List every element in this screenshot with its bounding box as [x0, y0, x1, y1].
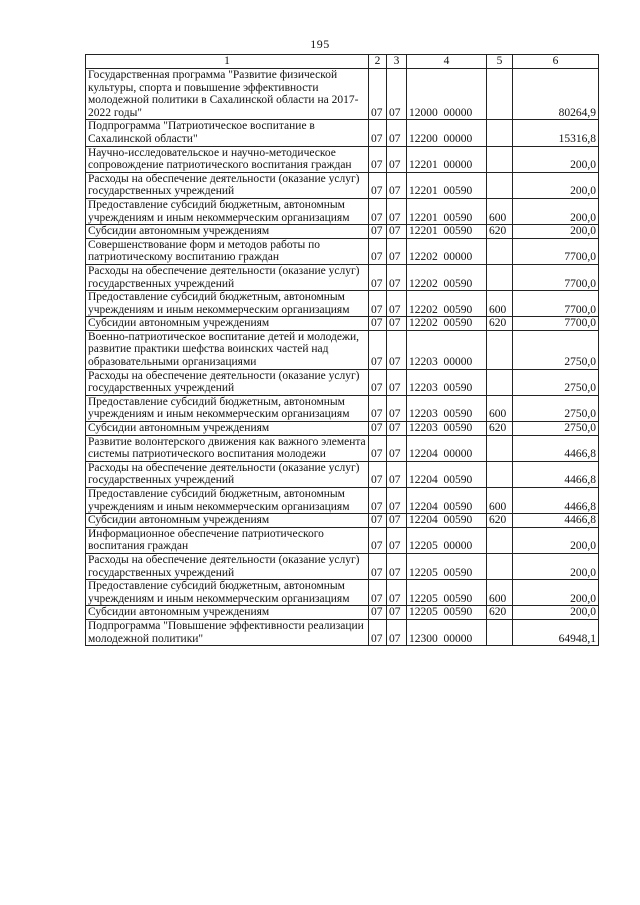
- row-section: 07: [369, 488, 387, 514]
- row-name: Субсидии автономным учреждениям: [86, 225, 369, 239]
- table-row: [86, 619, 599, 645]
- row-name: Расходы на обеспечение деятельности (оказание услуг) государственных учреждений: [86, 172, 369, 198]
- row-amount: 7700,0: [513, 264, 599, 290]
- row-name: Субсидии автономным учреждениям: [86, 422, 369, 436]
- row-expense-type: [487, 120, 513, 146]
- row-name: Субсидии автономным учреждениям: [86, 606, 369, 620]
- row-name: Предоставление субсидий бюджетным, автономным учреждениям и иным некоммерческим организациям: [86, 580, 369, 606]
- row-amount: 200,0: [513, 225, 599, 239]
- row-expense-type: [487, 264, 513, 290]
- row-amount: 80264,9: [513, 69, 599, 120]
- row-name: Государственная программа "Развитие физической культуры, спорта и повышение эффективности молодежной политики в Сахалинской области на 2017-2022 годы": [86, 69, 369, 120]
- row-expense-type: [487, 69, 513, 120]
- row-section: 07: [369, 238, 387, 264]
- row-target-article: 12204 00590: [407, 514, 487, 528]
- row-subsection: 07: [387, 330, 407, 369]
- row-amount: 200,0: [513, 580, 599, 606]
- row-expense-type: [487, 146, 513, 172]
- row-expense-type: 600: [487, 291, 513, 317]
- row-amount: 200,0: [513, 198, 599, 224]
- row-target-article: 12205 00590: [407, 606, 487, 620]
- row-target-article: 12201 00590: [407, 172, 487, 198]
- table-row: [86, 238, 599, 264]
- row-subsection: 07: [387, 172, 407, 198]
- table-row: [86, 69, 599, 120]
- table-row: [86, 527, 599, 553]
- row-subsection: 07: [387, 238, 407, 264]
- row-name: Предоставление субсидий бюджетным, автономным учреждениям и иным некоммерческим организациям: [86, 395, 369, 421]
- row-subsection: 07: [387, 488, 407, 514]
- row-section: 07: [369, 461, 387, 487]
- row-name: Расходы на обеспечение деятельности (оказание услуг) государственных учреждений: [86, 264, 369, 290]
- row-target-article: 12201 00590: [407, 225, 487, 239]
- row-section: 07: [369, 435, 387, 461]
- row-target-article: 12205 00590: [407, 553, 487, 579]
- row-amount: 200,0: [513, 146, 599, 172]
- table-row: [86, 264, 599, 290]
- row-subsection: 07: [387, 606, 407, 620]
- table-row: [86, 225, 599, 239]
- row-expense-type: [487, 238, 513, 264]
- row-target-article: 12205 00000: [407, 527, 487, 553]
- column-header-name: 1: [86, 55, 369, 69]
- row-target-article: 12203 00590: [407, 422, 487, 436]
- row-target-article: 12203 00590: [407, 369, 487, 395]
- row-subsection: 07: [387, 553, 407, 579]
- row-expense-type: [487, 461, 513, 487]
- column-header-section: 2: [369, 55, 387, 69]
- row-target-article: 12204 00590: [407, 488, 487, 514]
- table-row: [86, 488, 599, 514]
- row-name: Научно-исследовательское и научно-методическое сопровождение патриотического воспитания граждан: [86, 146, 369, 172]
- table-row: [86, 395, 599, 421]
- row-name: Предоставление субсидий бюджетным, автономным учреждениям и иным некоммерческим организациям: [86, 291, 369, 317]
- table-row: [86, 422, 599, 436]
- row-target-article: 12202 00590: [407, 264, 487, 290]
- row-target-article: 12201 00590: [407, 198, 487, 224]
- row-expense-type: [487, 435, 513, 461]
- row-amount: 7700,0: [513, 238, 599, 264]
- row-subsection: 07: [387, 619, 407, 645]
- row-section: 07: [369, 553, 387, 579]
- column-header-target-article: 4: [407, 55, 487, 69]
- row-subsection: 07: [387, 461, 407, 487]
- row-section: 07: [369, 527, 387, 553]
- row-expense-type: 620: [487, 422, 513, 436]
- row-amount: 200,0: [513, 527, 599, 553]
- row-amount: 2750,0: [513, 330, 599, 369]
- row-target-article: 12202 00590: [407, 317, 487, 331]
- row-section: 07: [369, 264, 387, 290]
- row-subsection: 07: [387, 395, 407, 421]
- row-target-article: 12000 00000: [407, 69, 487, 120]
- row-amount: 2750,0: [513, 369, 599, 395]
- row-expense-type: 620: [487, 514, 513, 528]
- table-row: [86, 198, 599, 224]
- page-number: 195: [310, 37, 330, 51]
- table-row: [86, 146, 599, 172]
- row-target-article: 12200 00000: [407, 120, 487, 146]
- row-section: 07: [369, 619, 387, 645]
- table-row: [86, 580, 599, 606]
- row-amount: 200,0: [513, 172, 599, 198]
- row-name: Подпрограмма "Повышение эффективности реализации молодежной политики": [86, 619, 369, 645]
- row-section: 07: [369, 120, 387, 146]
- row-expense-type: 600: [487, 198, 513, 224]
- row-section: 07: [369, 172, 387, 198]
- table-row: [86, 291, 599, 317]
- row-target-article: 12202 00590: [407, 291, 487, 317]
- row-amount: 2750,0: [513, 422, 599, 436]
- row-expense-type: [487, 553, 513, 579]
- row-subsection: 07: [387, 514, 407, 528]
- row-section: 07: [369, 580, 387, 606]
- row-name: Субсидии автономным учреждениям: [86, 514, 369, 528]
- row-name: Совершенствование форм и методов работы по патриотическому воспитанию граждан: [86, 238, 369, 264]
- row-amount: 200,0: [513, 606, 599, 620]
- table-row: [86, 317, 599, 331]
- row-subsection: 07: [387, 69, 407, 120]
- row-name: Военно-патриотическое воспитание детей и молодежи, развитие практики шефства воинских частей над образовательными организациями: [86, 330, 369, 369]
- row-amount: 4466,8: [513, 461, 599, 487]
- row-target-article: 12204 00590: [407, 461, 487, 487]
- row-subsection: 07: [387, 291, 407, 317]
- row-subsection: 07: [387, 264, 407, 290]
- row-section: 07: [369, 422, 387, 436]
- row-expense-type: 600: [487, 395, 513, 421]
- row-subsection: 07: [387, 317, 407, 331]
- row-target-article: 12202 00000: [407, 238, 487, 264]
- row-section: 07: [369, 514, 387, 528]
- row-section: 07: [369, 606, 387, 620]
- row-target-article: 12203 00590: [407, 395, 487, 421]
- row-name: Предоставление субсидий бюджетным, автономным учреждениям и иным некоммерческим организациям: [86, 198, 369, 224]
- row-amount: 15316,8: [513, 120, 599, 146]
- column-header-amount: 6: [513, 55, 599, 69]
- row-amount: 64948,1: [513, 619, 599, 645]
- table-row: [86, 461, 599, 487]
- row-target-article: 12203 00000: [407, 330, 487, 369]
- row-section: 07: [369, 369, 387, 395]
- column-header-expense-type: 5: [487, 55, 513, 69]
- row-amount: 4466,8: [513, 435, 599, 461]
- row-expense-type: 600: [487, 580, 513, 606]
- row-subsection: 07: [387, 422, 407, 436]
- row-expense-type: [487, 172, 513, 198]
- row-name: Расходы на обеспечение деятельности (оказание услуг) государственных учреждений: [86, 369, 369, 395]
- row-subsection: 07: [387, 225, 407, 239]
- row-name: Расходы на обеспечение деятельности (оказание услуг) государственных учреждений: [86, 461, 369, 487]
- table-row: [86, 435, 599, 461]
- row-target-article: 12201 00000: [407, 146, 487, 172]
- table-row: [86, 514, 599, 528]
- row-subsection: 07: [387, 527, 407, 553]
- row-target-article: 12205 00590: [407, 580, 487, 606]
- row-section: 07: [369, 146, 387, 172]
- row-name: Подпрограмма "Патриотическое воспитание в Сахалинской области": [86, 120, 369, 146]
- table-row: [86, 553, 599, 579]
- row-subsection: 07: [387, 120, 407, 146]
- row-expense-type: 620: [487, 225, 513, 239]
- row-expense-type: 600: [487, 488, 513, 514]
- budget-table: [85, 54, 599, 646]
- row-expense-type: [487, 527, 513, 553]
- row-subsection: 07: [387, 369, 407, 395]
- row-section: 07: [369, 317, 387, 331]
- table-header-row: [86, 55, 599, 69]
- row-expense-type: [487, 619, 513, 645]
- column-header-subsection: 3: [387, 55, 407, 69]
- row-expense-type: 620: [487, 606, 513, 620]
- table-row: [86, 369, 599, 395]
- row-name: Развитие волонтерского движения как важного элемента системы патриотического воспитания молодежи: [86, 435, 369, 461]
- row-expense-type: [487, 369, 513, 395]
- row-name: Субсидии автономным учреждениям: [86, 317, 369, 331]
- table-row: [86, 172, 599, 198]
- row-name: Предоставление субсидий бюджетным, автономным учреждениям и иным некоммерческим организациям: [86, 488, 369, 514]
- row-amount: 2750,0: [513, 395, 599, 421]
- row-expense-type: 620: [487, 317, 513, 331]
- row-target-article: 12300 00000: [407, 619, 487, 645]
- row-amount: 4466,8: [513, 488, 599, 514]
- row-subsection: 07: [387, 146, 407, 172]
- row-expense-type: [487, 330, 513, 369]
- row-subsection: 07: [387, 435, 407, 461]
- row-amount: 4466,8: [513, 514, 599, 528]
- table-row: [86, 606, 599, 620]
- row-section: 07: [369, 291, 387, 317]
- table-row: [86, 330, 599, 369]
- table-row: [86, 120, 599, 146]
- row-amount: 7700,0: [513, 291, 599, 317]
- row-target-article: 12204 00000: [407, 435, 487, 461]
- row-section: 07: [369, 225, 387, 239]
- row-amount: 7700,0: [513, 317, 599, 331]
- row-amount: 200,0: [513, 553, 599, 579]
- row-section: 07: [369, 69, 387, 120]
- row-section: 07: [369, 330, 387, 369]
- row-section: 07: [369, 395, 387, 421]
- row-name: Информационное обеспечение патриотического воспитания граждан: [86, 527, 369, 553]
- row-name: Расходы на обеспечение деятельности (оказание услуг) государственных учреждений: [86, 553, 369, 579]
- row-subsection: 07: [387, 580, 407, 606]
- row-subsection: 07: [387, 198, 407, 224]
- row-section: 07: [369, 198, 387, 224]
